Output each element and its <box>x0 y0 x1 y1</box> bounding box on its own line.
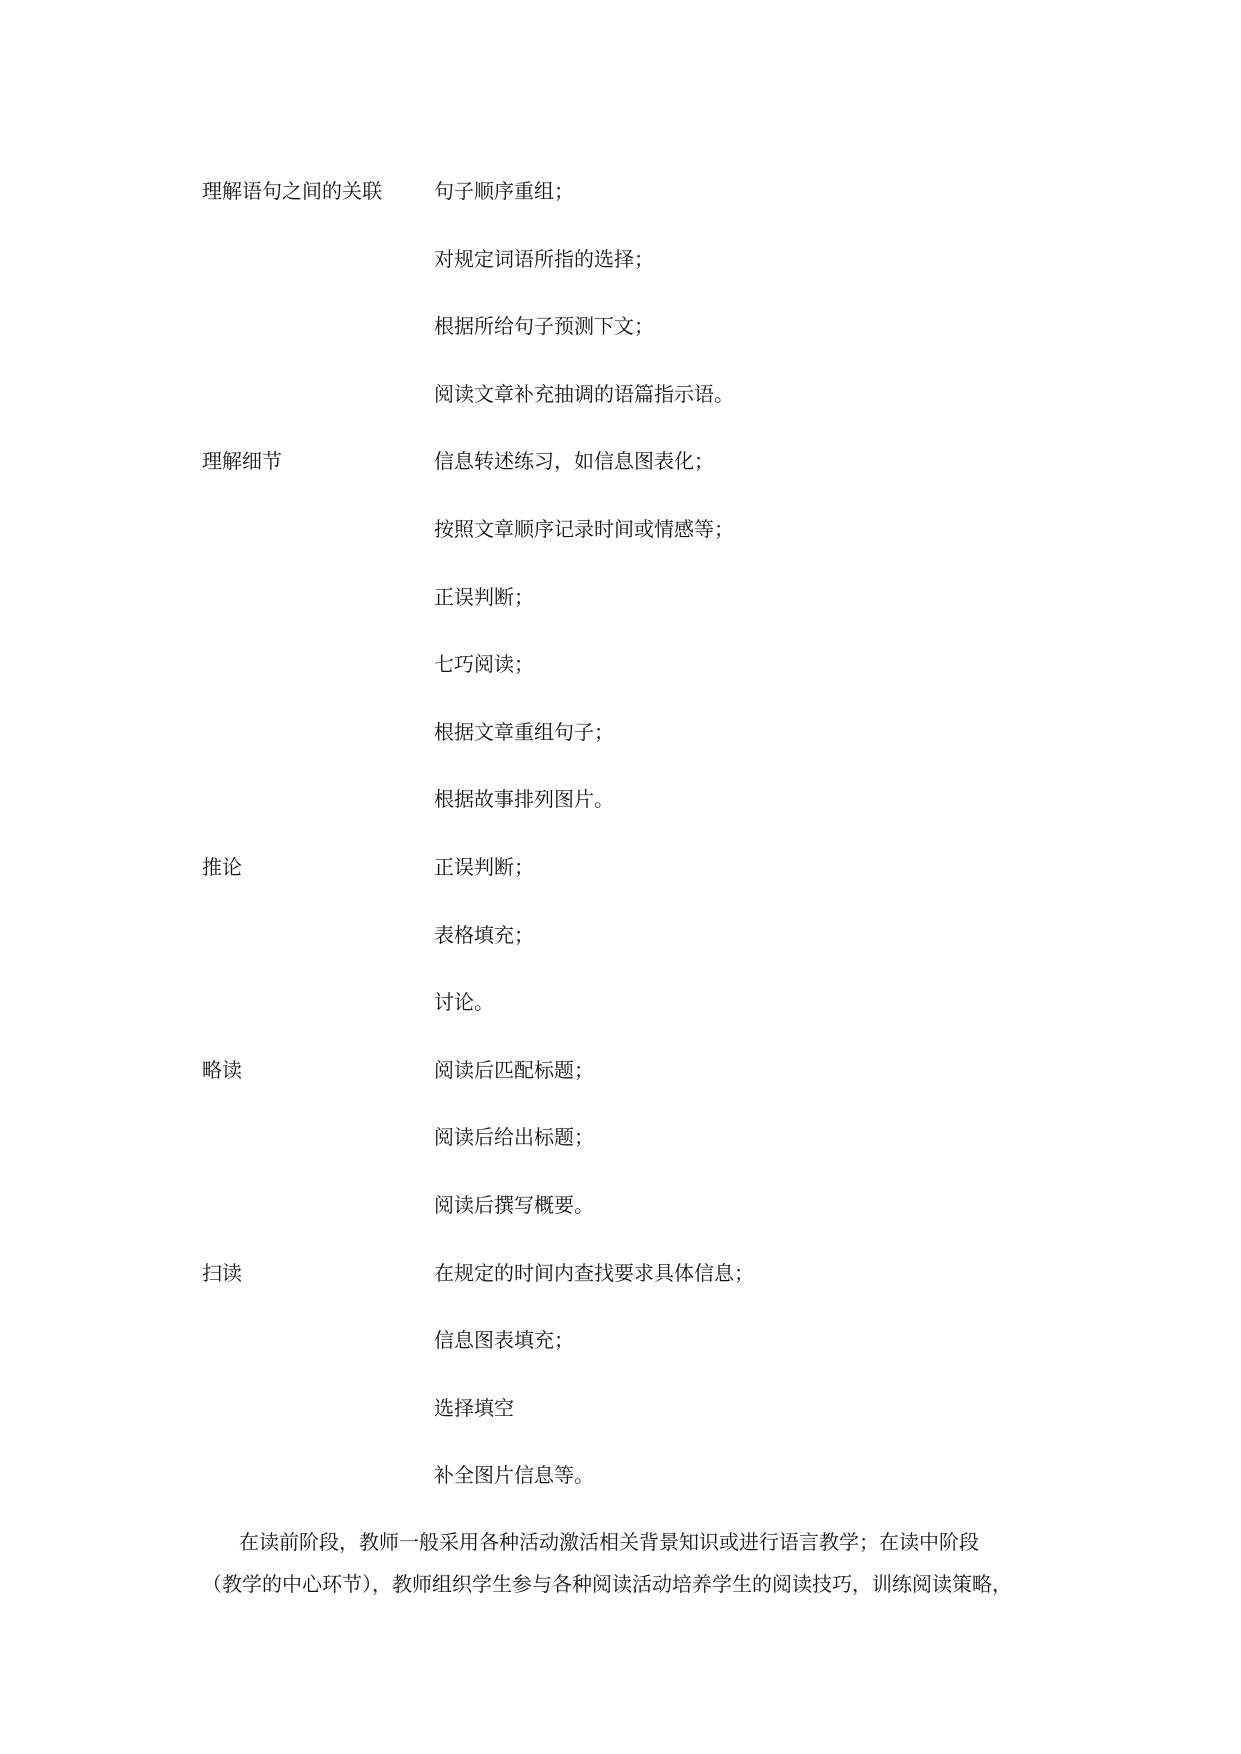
activity-item: 在规定的时间内查找要求具体信息； <box>434 1260 754 1285</box>
paragraph-line: 在读前阶段，教师一般采用各种活动激活相关背景知识或进行语言教学；在读中阶段 <box>239 1530 979 1554</box>
table-row <box>202 244 1062 312</box>
activity-item: 根据文章重组句子； <box>434 719 614 744</box>
activity-item: 七巧阅读； <box>434 652 534 677</box>
skill-category: 扫读 <box>202 1260 242 1285</box>
body-paragraph <box>202 1521 1057 1605</box>
table-row <box>202 176 1062 244</box>
activity-item: 表格填充； <box>434 922 534 947</box>
activity-item: 信息图表填充； <box>434 1328 574 1353</box>
table-row <box>202 582 1062 650</box>
table-row <box>202 920 1062 988</box>
table-row <box>202 1122 1062 1190</box>
table-row <box>202 649 1062 717</box>
activity-item: 阅读后给出标题； <box>434 1125 594 1150</box>
table-row <box>202 1055 1062 1123</box>
skill-category: 略读 <box>202 1057 242 1082</box>
table-row <box>202 311 1062 379</box>
activity-item: 阅读文章补充抽调的语篇指示语。 <box>434 381 734 406</box>
table-row <box>202 514 1062 582</box>
activity-item: 句子顺序重组； <box>434 179 574 203</box>
table-row <box>202 1325 1062 1393</box>
table-row <box>202 1258 1062 1326</box>
table-row <box>202 987 1062 1055</box>
table-row <box>202 1460 1062 1528</box>
table-row <box>202 1190 1062 1258</box>
activity-item: 讨论。 <box>434 990 494 1015</box>
table-row <box>202 717 1062 785</box>
skill-category: 理解语句之间的关联 <box>202 179 382 203</box>
activity-item: 正误判断； <box>434 854 534 879</box>
activity-item: 信息转述练习，如信息图表化； <box>434 449 714 474</box>
activity-item: 按照文章顺序记录时间或情感等； <box>434 516 734 541</box>
table-row <box>202 784 1062 852</box>
table-row <box>202 446 1062 514</box>
table-row <box>202 852 1062 920</box>
table-row <box>202 1393 1062 1461</box>
activity-item: 正误判断； <box>434 584 534 609</box>
activity-item: 补全图片信息等。 <box>434 1463 594 1488</box>
activity-item: 对规定词语所指的选择； <box>434 246 654 271</box>
activity-item: 根据故事排列图片。 <box>434 787 614 812</box>
paragraph-line: （教学的中心环节），教师组织学生参与各种阅读活动培养学生的阅读技巧，训练阅读策略， <box>202 1572 1012 1596</box>
skill-category: 理解细节 <box>202 449 282 474</box>
skill-category: 推论 <box>202 854 242 879</box>
activity-item: 阅读后撰写概要。 <box>434 1192 594 1217</box>
reading-skill-activity-table <box>202 176 1062 1528</box>
activity-item: 阅读后匹配标题； <box>434 1057 594 1082</box>
activity-item: 根据所给句子预测下文； <box>434 314 654 339</box>
activity-item: 选择填空 <box>434 1395 514 1420</box>
table-row <box>202 379 1062 447</box>
